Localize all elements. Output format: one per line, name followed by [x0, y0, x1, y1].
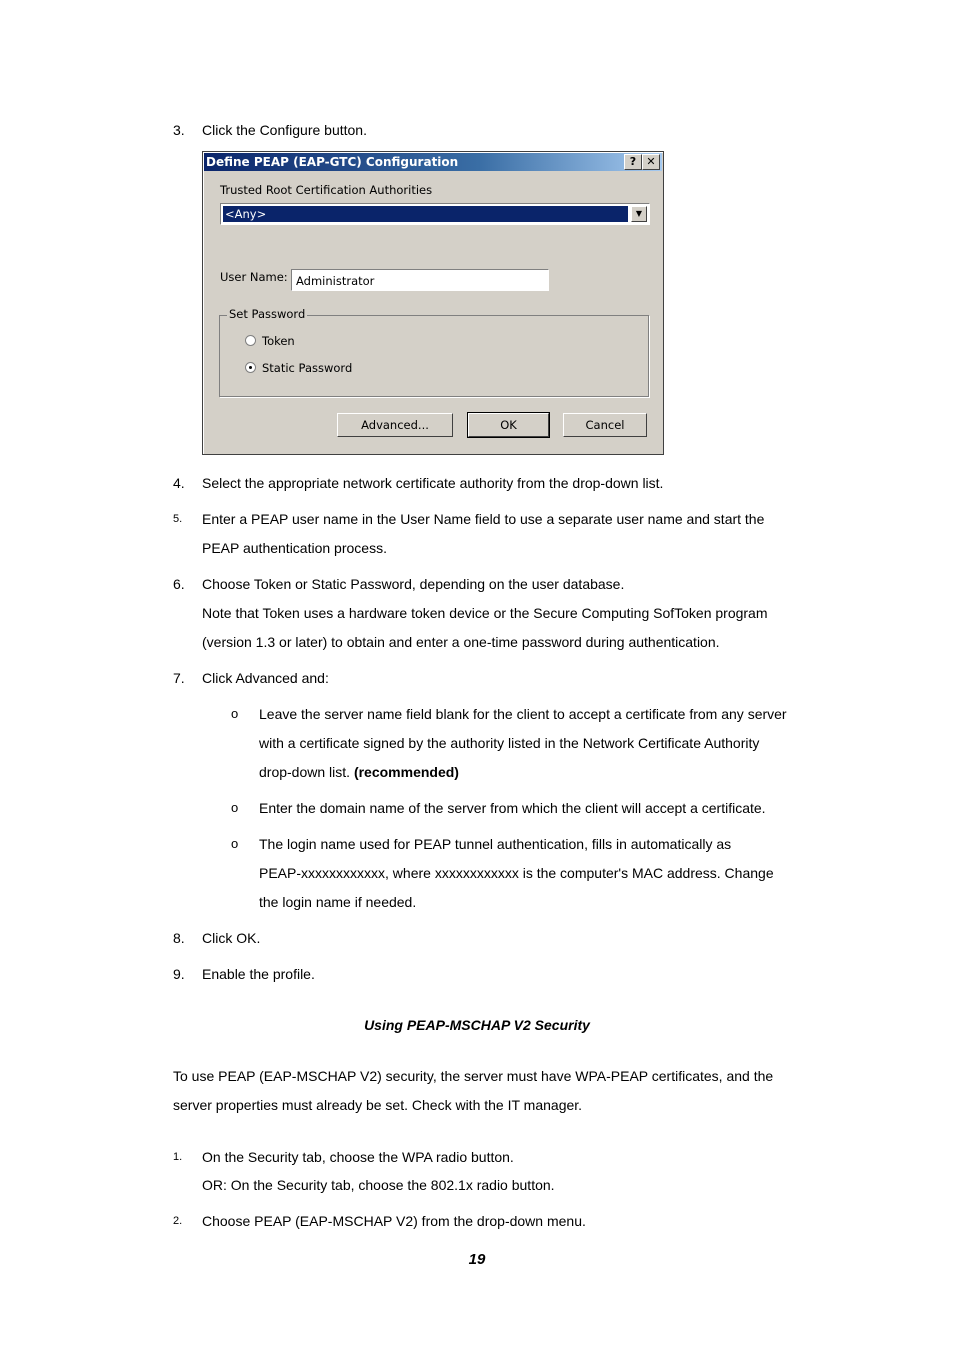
recommended-label: (recommended): [353, 764, 459, 780]
intro-text: server properties must already be set. Check with the IT manager.: [173, 1097, 583, 1113]
page-number: 19: [468, 1251, 486, 1268]
step-text: OR: On the Security tab, choose the 802.1x radio button.: [202, 1177, 555, 1193]
bullet-text: Enter the domain name of the server from which the client will accept a certificate.: [259, 800, 766, 816]
username-label: User Name:: [220, 270, 288, 284]
step-number: 2.: [173, 1215, 183, 1227]
section-heading: Using PEAP-MSCHAP V2 Security: [364, 1017, 590, 1033]
step-text: Enable the profile.: [202, 966, 315, 982]
step-number: 3.: [173, 122, 185, 138]
step-number: 8.: [173, 930, 185, 946]
static-password-radio[interactable]: [245, 362, 256, 373]
set-password-group: [219, 315, 649, 397]
static-password-radio-label: Static Password: [262, 361, 353, 375]
step-text: On the Security tab, choose the WPA radio button.: [202, 1149, 514, 1165]
username-input[interactable]: Administrator: [291, 269, 549, 291]
step-text: Choose Token or Static Password, depending on the user database.: [202, 576, 625, 592]
step-number: 1.: [173, 1151, 183, 1163]
bullet-text: The login name used for PEAP tunnel authentication, fills in automatically as: [259, 836, 732, 852]
dialog-titlebar: [204, 153, 662, 171]
bullet-text: the login name if needed.: [259, 894, 417, 910]
step-number: 4.: [173, 475, 185, 491]
step-text: Click the Configure button.: [202, 122, 367, 138]
chevron-down-icon[interactable]: ▼: [631, 206, 647, 222]
bullet-symbol: o: [231, 800, 239, 815]
trusted-root-dropdown[interactable]: [220, 203, 650, 225]
bullet-text: with a certificate signed by the authority listed in the Network Certificate Authority: [259, 735, 760, 751]
step-text: Select the appropriate network certificate authority from the drop-down list.: [202, 475, 664, 491]
advanced-button[interactable]: Advanced...: [337, 413, 453, 437]
help-icon[interactable]: ?: [624, 154, 642, 170]
intro-text: To use PEAP (EAP-MSCHAP V2) security, the server must have WPA-PEAP certificates, and the: [173, 1068, 774, 1084]
bullet-symbol: o: [231, 836, 239, 851]
step-text: Click OK.: [202, 930, 261, 946]
step-text: Click Advanced and:: [202, 670, 329, 686]
bullet-symbol: o: [231, 706, 239, 721]
step-number: 9.: [173, 966, 185, 982]
step-number: 5.: [173, 513, 183, 525]
step-number: 6.: [173, 576, 185, 592]
step-text: Choose PEAP (EAP-MSCHAP V2) from the drop-down menu.: [202, 1213, 586, 1229]
step-text: Enter a PEAP user name in the User Name field to use a separate user name and start the: [202, 511, 765, 527]
dialog-title: Define PEAP (EAP-GTC) Configuration: [206, 155, 459, 169]
bullet-text: Leave the server name field blank for the client to accept a certificate from any server: [259, 706, 787, 722]
trusted-root-label: Trusted Root Certification Authorities: [220, 183, 433, 197]
step-text: (version 1.3 or later) to obtain and enter a one-time password during authentication.: [202, 634, 720, 650]
close-icon[interactable]: ✕: [642, 154, 660, 170]
ok-button[interactable]: OK: [468, 413, 549, 437]
step-number: 7.: [173, 670, 185, 686]
bullet-text-part: drop-down list.: [259, 764, 354, 780]
step-text: PEAP authentication process.: [202, 540, 387, 556]
peap-gtc-dialog: [202, 151, 664, 455]
token-radio-label: Token: [262, 334, 295, 348]
cancel-button[interactable]: Cancel: [563, 413, 647, 437]
bullet-text: PEAP-xxxxxxxxxxxx, where xxxxxxxxxxxx is the computer's MAC address. Change: [259, 865, 774, 881]
step-text: Note that Token uses a hardware token device or the Secure Computing SofToken program: [202, 605, 768, 621]
bullet-text: [259, 763, 459, 781]
trusted-root-value: <Any>: [223, 206, 628, 222]
token-radio[interactable]: [245, 335, 256, 346]
set-password-label: Set Password: [229, 307, 306, 321]
